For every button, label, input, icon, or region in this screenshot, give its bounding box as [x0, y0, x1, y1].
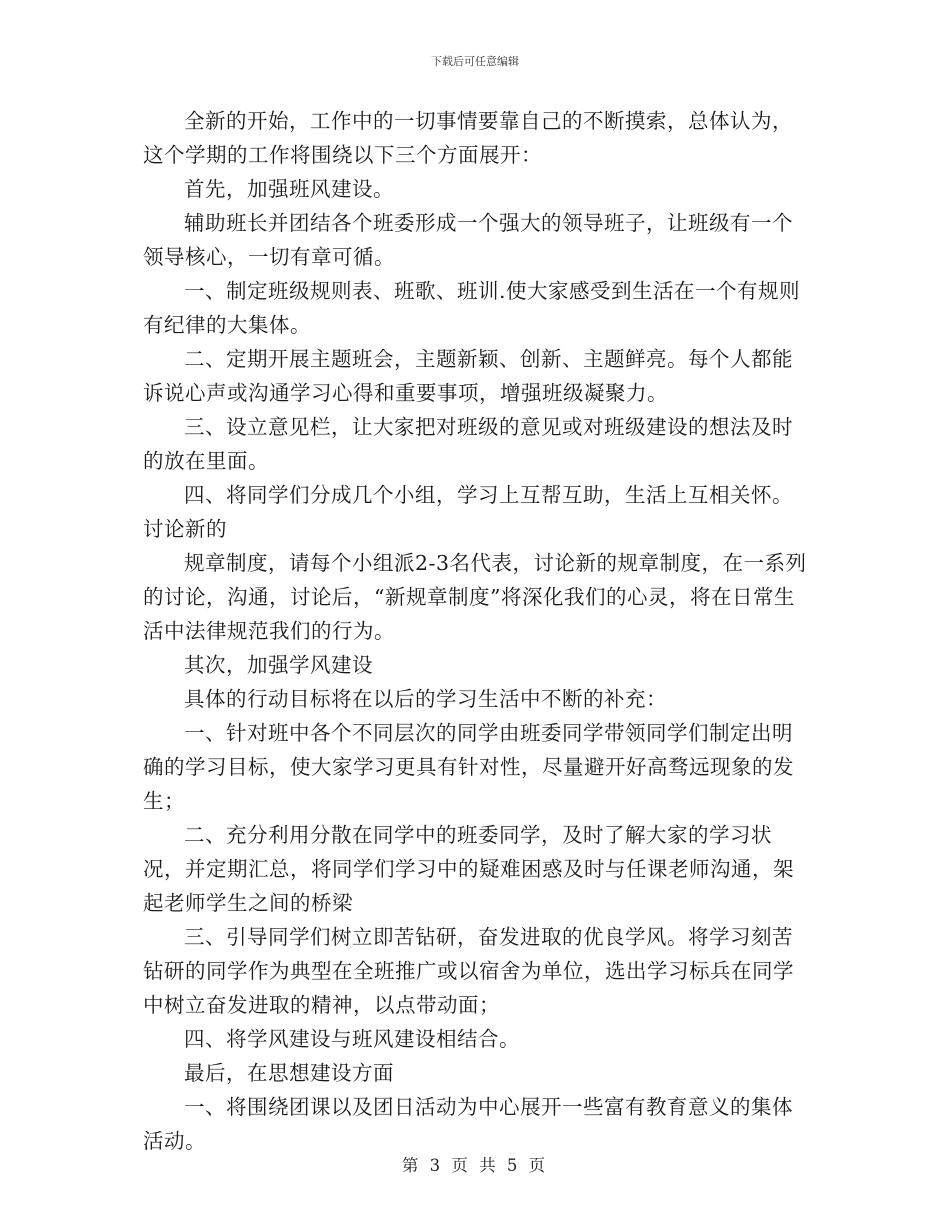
list-item: 二、充分利用分散在同学中的班委同学，及时了解大家的学习状况，并定期汇总，将同学们学习中的疑难困惑及时与任课老师沟通，架起老师学生之间的桥梁 — [143, 823, 794, 915]
section-heading-ideology: 最后，在思想建设方面 — [184, 1061, 394, 1085]
list-item: 一、针对班中各个不同层次的同学由班委同学带领同学们制定出明确的学习目标，使大家学习更具有针对性，尽量避开好高骛远现象的发生； — [143, 721, 794, 813]
list-item: 二、定期开展主题班会，主题新颖、创新、主题鲜亮。每个人都能诉说心声或沟通学习心得和重要事项，增强班级凝聚力。 — [143, 347, 793, 405]
paragraph: 全新的开始，工作中的一切事情要靠自己的不断摸索，总体认为，这个学期的工作将围绕以下三个方面展开： — [143, 109, 793, 167]
document-body — [143, 104, 811, 1158]
list-item: 四、将同学们分成几个小组，学习上互帮互助，生活上互相关怀。讨论新的 — [143, 483, 793, 541]
paragraph: 规章制度，请每个小组派2-3名代表，讨论新的规章制度，在一系列的讨论，沟通，讨论后，“新规章制度”将深化我们的心灵，将在日常生活中法律规范我们的行为。 — [143, 551, 807, 643]
paragraph: 具体的行动目标将在以后的学习生活中不断的补充： — [184, 687, 667, 711]
page-number: 第 3 页 共 5 页 — [401, 1156, 549, 1175]
section-heading-class-style: 首先，加强班风建设。 — [184, 177, 394, 201]
list-item: 三、引导同学们树立即苦钻研，奋发进取的优良学风。将学习刻苦钻研的同学作为典型在全班推广或以宿舍为单位，选出学习标兵在同学中树立奋发进取的精神，以点带动面； — [143, 925, 794, 1017]
section-heading-study-style: 其次，加强学风建设 — [184, 653, 373, 677]
list-item: 一、制定班级规则表、班歌、班训.使大家感受到生活在一个有规则有纪律的大集体。 — [143, 279, 801, 337]
page-header: 下载后可任意编辑 — [431, 55, 519, 68]
list-item: 三、设立意见栏，让大家把对班级的意见或对班级建设的想法及时的放在里面。 — [143, 415, 793, 473]
list-item: 四、将学风建设与班风建设相结合。 — [184, 1027, 520, 1051]
paragraph: 辅助班长并团结各个班委形成一个强大的领导班子，让班级有一个领导核心，一切有章可循。 — [143, 211, 793, 269]
list-item: 一、将围绕团课以及团日活动为中心展开一些富有教育意义的集体活动。 — [143, 1095, 793, 1153]
